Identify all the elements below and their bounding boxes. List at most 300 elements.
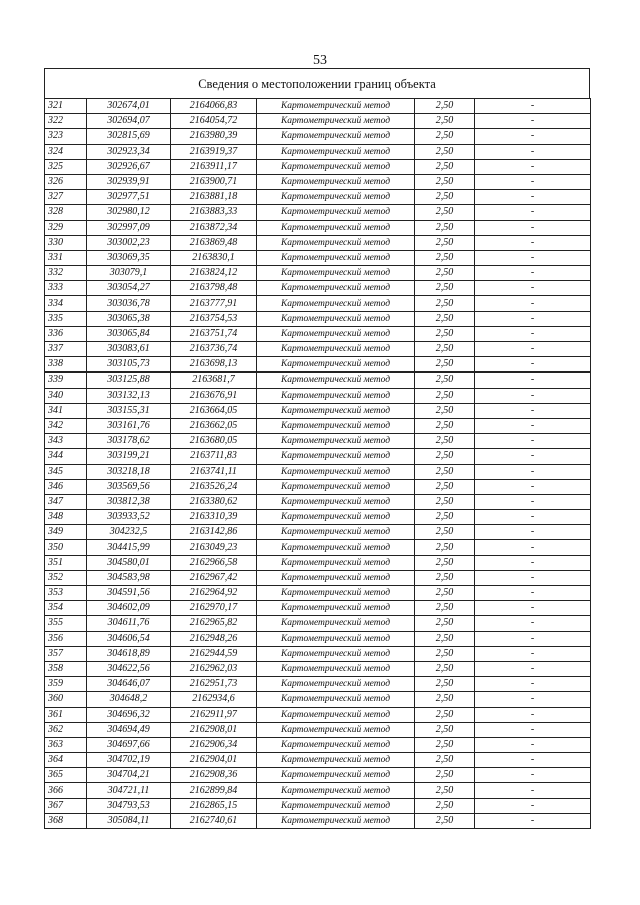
point-number-cell: 363 xyxy=(45,737,87,752)
table-row xyxy=(45,266,591,281)
table-row xyxy=(45,616,591,631)
point-number-cell: 341 xyxy=(45,403,87,418)
accuracy-cell: 2,50 xyxy=(415,266,475,281)
accuracy-cell: 2,50 xyxy=(415,296,475,311)
x-coordinate-cell: 302997,09 xyxy=(87,220,171,235)
x-coordinate-cell: 305084,11 xyxy=(87,813,171,828)
table-row xyxy=(45,646,591,661)
accuracy-cell: 2,50 xyxy=(415,768,475,783)
accuracy-cell: 2,50 xyxy=(415,114,475,129)
x-coordinate-cell: 303155,31 xyxy=(87,403,171,418)
table-row xyxy=(45,388,591,403)
accuracy-cell: 2,50 xyxy=(415,326,475,341)
method-cell: Картометрический метод xyxy=(257,388,415,403)
method-cell: Картометрический метод xyxy=(257,190,415,205)
y-coordinate-cell: 2162906,34 xyxy=(171,737,257,752)
note-cell: - xyxy=(475,357,591,373)
method-cell: Картометрический метод xyxy=(257,174,415,189)
note-cell: - xyxy=(475,722,591,737)
y-coordinate-cell: 2162948,26 xyxy=(171,631,257,646)
method-cell: Картометрический метод xyxy=(257,464,415,479)
x-coordinate-cell: 304648,2 xyxy=(87,692,171,707)
accuracy-cell: 2,50 xyxy=(415,540,475,555)
point-number-cell: 321 xyxy=(45,99,87,114)
note-cell: - xyxy=(475,661,591,676)
point-number-cell: 329 xyxy=(45,220,87,235)
y-coordinate-cell: 2162740,61 xyxy=(171,813,257,828)
accuracy-cell: 2,50 xyxy=(415,707,475,722)
y-coordinate-cell: 2163698,13 xyxy=(171,357,257,373)
point-number-cell: 354 xyxy=(45,601,87,616)
y-coordinate-cell: 2164066,83 xyxy=(171,99,257,114)
x-coordinate-cell: 304697,66 xyxy=(87,737,171,752)
note-cell: - xyxy=(475,798,591,813)
accuracy-cell: 2,50 xyxy=(415,281,475,296)
note-cell: - xyxy=(475,449,591,464)
method-cell: Картометрический метод xyxy=(257,813,415,828)
point-number-cell: 350 xyxy=(45,540,87,555)
point-number-cell: 325 xyxy=(45,159,87,174)
table-row xyxy=(45,235,591,250)
y-coordinate-cell: 2163754,53 xyxy=(171,311,257,326)
note-cell: - xyxy=(475,311,591,326)
accuracy-cell: 2,50 xyxy=(415,235,475,250)
table-row xyxy=(45,174,591,189)
y-coordinate-cell: 2163872,34 xyxy=(171,220,257,235)
note-cell: - xyxy=(475,631,591,646)
accuracy-cell: 2,50 xyxy=(415,616,475,631)
accuracy-cell: 2,50 xyxy=(415,661,475,676)
y-coordinate-cell: 2163711,83 xyxy=(171,449,257,464)
note-cell: - xyxy=(475,281,591,296)
point-number-cell: 326 xyxy=(45,174,87,189)
point-number-cell: 342 xyxy=(45,418,87,433)
method-cell: Картометрический метод xyxy=(257,616,415,631)
method-cell: Картометрический метод xyxy=(257,250,415,265)
method-cell: Картометрический метод xyxy=(257,646,415,661)
note-cell: - xyxy=(475,250,591,265)
method-cell: Картометрический метод xyxy=(257,479,415,494)
note-cell: - xyxy=(475,342,591,357)
accuracy-cell: 2,50 xyxy=(415,464,475,479)
y-coordinate-cell: 2163980,39 xyxy=(171,129,257,144)
point-number-cell: 344 xyxy=(45,449,87,464)
note-cell: - xyxy=(475,570,591,585)
table-row xyxy=(45,753,591,768)
y-coordinate-cell: 2163681,7 xyxy=(171,372,257,388)
method-cell: Картометрический метод xyxy=(257,722,415,737)
note-cell: - xyxy=(475,129,591,144)
method-cell: Картометрический метод xyxy=(257,601,415,616)
method-cell: Картометрический метод xyxy=(257,205,415,220)
note-cell: - xyxy=(475,601,591,616)
accuracy-cell: 2,50 xyxy=(415,205,475,220)
accuracy-cell: 2,50 xyxy=(415,99,475,114)
method-cell: Картометрический метод xyxy=(257,357,415,373)
table-row xyxy=(45,707,591,722)
note-cell: - xyxy=(475,372,591,388)
x-coordinate-cell: 303132,13 xyxy=(87,388,171,403)
method-cell: Картометрический метод xyxy=(257,540,415,555)
method-cell: Картометрический метод xyxy=(257,266,415,281)
y-coordinate-cell: 2163751,74 xyxy=(171,326,257,341)
accuracy-cell: 2,50 xyxy=(415,586,475,601)
note-cell: - xyxy=(475,205,591,220)
y-coordinate-cell: 2163900,71 xyxy=(171,174,257,189)
accuracy-cell: 2,50 xyxy=(415,311,475,326)
point-number-cell: 356 xyxy=(45,631,87,646)
y-coordinate-cell: 2163380,62 xyxy=(171,494,257,509)
accuracy-cell: 2,50 xyxy=(415,783,475,798)
note-cell: - xyxy=(475,220,591,235)
x-coordinate-cell: 304618,89 xyxy=(87,646,171,661)
point-number-cell: 357 xyxy=(45,646,87,661)
accuracy-cell: 2,50 xyxy=(415,692,475,707)
note-cell: - xyxy=(475,555,591,570)
table-row xyxy=(45,114,591,129)
note-cell: - xyxy=(475,464,591,479)
note-cell: - xyxy=(475,768,591,783)
point-number-cell: 347 xyxy=(45,494,87,509)
note-cell: - xyxy=(475,296,591,311)
note-cell: - xyxy=(475,707,591,722)
point-number-cell: 340 xyxy=(45,388,87,403)
point-number-cell: 336 xyxy=(45,326,87,341)
note-cell: - xyxy=(475,525,591,540)
x-coordinate-cell: 303161,76 xyxy=(87,418,171,433)
point-number-cell: 338 xyxy=(45,357,87,373)
x-coordinate-cell: 303036,78 xyxy=(87,296,171,311)
note-cell: - xyxy=(475,144,591,159)
note-cell: - xyxy=(475,266,591,281)
point-number-cell: 343 xyxy=(45,434,87,449)
x-coordinate-cell: 304704,21 xyxy=(87,768,171,783)
x-coordinate-cell: 303002,23 xyxy=(87,235,171,250)
method-cell: Картометрический метод xyxy=(257,692,415,707)
note-cell: - xyxy=(475,813,591,828)
method-cell: Картометрический метод xyxy=(257,661,415,676)
table-row xyxy=(45,220,591,235)
accuracy-cell: 2,50 xyxy=(415,129,475,144)
note-cell: - xyxy=(475,434,591,449)
accuracy-cell: 2,50 xyxy=(415,190,475,205)
point-number-cell: 324 xyxy=(45,144,87,159)
y-coordinate-cell: 2163664,05 xyxy=(171,403,257,418)
x-coordinate-cell: 304580,01 xyxy=(87,555,171,570)
note-cell: - xyxy=(475,388,591,403)
method-cell: Картометрический метод xyxy=(257,114,415,129)
method-cell: Картометрический метод xyxy=(257,434,415,449)
x-coordinate-cell: 302923,34 xyxy=(87,144,171,159)
y-coordinate-cell: 2163676,91 xyxy=(171,388,257,403)
note-cell: - xyxy=(475,190,591,205)
method-cell: Картометрический метод xyxy=(257,570,415,585)
accuracy-cell: 2,50 xyxy=(415,144,475,159)
point-number-cell: 365 xyxy=(45,768,87,783)
x-coordinate-cell: 304694,49 xyxy=(87,722,171,737)
point-number-cell: 331 xyxy=(45,250,87,265)
boundary-sheet xyxy=(44,68,590,829)
point-number-cell: 323 xyxy=(45,129,87,144)
table-row xyxy=(45,510,591,525)
accuracy-cell: 2,50 xyxy=(415,570,475,585)
point-number-cell: 358 xyxy=(45,661,87,676)
table-row xyxy=(45,722,591,737)
method-cell: Картометрический метод xyxy=(257,235,415,250)
method-cell: Картометрический метод xyxy=(257,768,415,783)
x-coordinate-cell: 302977,51 xyxy=(87,190,171,205)
table-row xyxy=(45,692,591,707)
method-cell: Картометрический метод xyxy=(257,372,415,388)
note-cell: - xyxy=(475,326,591,341)
accuracy-cell: 2,50 xyxy=(415,388,475,403)
x-coordinate-cell: 303178,62 xyxy=(87,434,171,449)
x-coordinate-cell: 304611,76 xyxy=(87,616,171,631)
table-row xyxy=(45,99,591,114)
y-coordinate-cell: 2162908,36 xyxy=(171,768,257,783)
table-row xyxy=(45,813,591,828)
note-cell: - xyxy=(475,692,591,707)
x-coordinate-cell: 303069,35 xyxy=(87,250,171,265)
method-cell: Картометрический метод xyxy=(257,494,415,509)
y-coordinate-cell: 2162908,01 xyxy=(171,722,257,737)
x-coordinate-cell: 303125,88 xyxy=(87,372,171,388)
y-coordinate-cell: 2162967,42 xyxy=(171,570,257,585)
point-number-cell: 330 xyxy=(45,235,87,250)
point-number-cell: 368 xyxy=(45,813,87,828)
x-coordinate-cell: 302694,07 xyxy=(87,114,171,129)
y-coordinate-cell: 2162966,58 xyxy=(171,555,257,570)
point-number-cell: 349 xyxy=(45,525,87,540)
point-number-cell: 362 xyxy=(45,722,87,737)
y-coordinate-cell: 2163869,48 xyxy=(171,235,257,250)
y-coordinate-cell: 2163680,05 xyxy=(171,434,257,449)
y-coordinate-cell: 2162934,6 xyxy=(171,692,257,707)
x-coordinate-cell: 304646,07 xyxy=(87,677,171,692)
table-row xyxy=(45,418,591,433)
method-cell: Картометрический метод xyxy=(257,707,415,722)
table-body xyxy=(45,99,591,829)
x-coordinate-cell: 302815,69 xyxy=(87,129,171,144)
y-coordinate-cell: 2163919,37 xyxy=(171,144,257,159)
x-coordinate-cell: 304583,98 xyxy=(87,570,171,585)
table-row xyxy=(45,403,591,418)
x-coordinate-cell: 304232,5 xyxy=(87,525,171,540)
method-cell: Картометрический метод xyxy=(257,737,415,752)
table-row xyxy=(45,434,591,449)
point-number-cell: 366 xyxy=(45,783,87,798)
note-cell: - xyxy=(475,753,591,768)
table-row xyxy=(45,296,591,311)
table-row xyxy=(45,677,591,692)
table-row xyxy=(45,798,591,813)
table-row xyxy=(45,326,591,341)
note-cell: - xyxy=(475,737,591,752)
accuracy-cell: 2,50 xyxy=(415,434,475,449)
x-coordinate-cell: 303105,73 xyxy=(87,357,171,373)
point-number-cell: 335 xyxy=(45,311,87,326)
method-cell: Картометрический метод xyxy=(257,525,415,540)
x-coordinate-cell: 304793,53 xyxy=(87,798,171,813)
table-row xyxy=(45,144,591,159)
accuracy-cell: 2,50 xyxy=(415,601,475,616)
point-number-cell: 345 xyxy=(45,464,87,479)
point-number-cell: 367 xyxy=(45,798,87,813)
x-coordinate-cell: 303569,56 xyxy=(87,479,171,494)
accuracy-cell: 2,50 xyxy=(415,722,475,737)
y-coordinate-cell: 2163310,39 xyxy=(171,510,257,525)
method-cell: Картометрический метод xyxy=(257,220,415,235)
table-row xyxy=(45,601,591,616)
table-row xyxy=(45,250,591,265)
table-row xyxy=(45,570,591,585)
table-row xyxy=(45,737,591,752)
x-coordinate-cell: 303199,21 xyxy=(87,449,171,464)
point-number-cell: 351 xyxy=(45,555,87,570)
x-coordinate-cell: 303083,61 xyxy=(87,342,171,357)
note-cell: - xyxy=(475,783,591,798)
table-row xyxy=(45,357,591,373)
table-row xyxy=(45,555,591,570)
accuracy-cell: 2,50 xyxy=(415,479,475,494)
accuracy-cell: 2,50 xyxy=(415,403,475,418)
table-row xyxy=(45,525,591,540)
note-cell: - xyxy=(475,479,591,494)
y-coordinate-cell: 2162865,15 xyxy=(171,798,257,813)
method-cell: Картометрический метод xyxy=(257,281,415,296)
point-number-cell: 364 xyxy=(45,753,87,768)
method-cell: Картометрический метод xyxy=(257,418,415,433)
note-cell: - xyxy=(475,586,591,601)
point-number-cell: 333 xyxy=(45,281,87,296)
y-coordinate-cell: 2162962,03 xyxy=(171,661,257,676)
note-cell: - xyxy=(475,510,591,525)
accuracy-cell: 2,50 xyxy=(415,449,475,464)
accuracy-cell: 2,50 xyxy=(415,555,475,570)
point-number-cell: 334 xyxy=(45,296,87,311)
x-coordinate-cell: 303218,18 xyxy=(87,464,171,479)
note-cell: - xyxy=(475,677,591,692)
note-cell: - xyxy=(475,99,591,114)
note-cell: - xyxy=(475,540,591,555)
point-number-cell: 359 xyxy=(45,677,87,692)
point-number-cell: 339 xyxy=(45,372,87,388)
point-number-cell: 322 xyxy=(45,114,87,129)
method-cell: Картометрический метод xyxy=(257,403,415,418)
method-cell: Картометрический метод xyxy=(257,296,415,311)
y-coordinate-cell: 2163142,86 xyxy=(171,525,257,540)
x-coordinate-cell: 304702,19 xyxy=(87,753,171,768)
accuracy-cell: 2,50 xyxy=(415,250,475,265)
y-coordinate-cell: 2163777,91 xyxy=(171,296,257,311)
y-coordinate-cell: 2162911,97 xyxy=(171,707,257,722)
method-cell: Картометрический метод xyxy=(257,510,415,525)
y-coordinate-cell: 2163911,17 xyxy=(171,159,257,174)
y-coordinate-cell: 2162964,92 xyxy=(171,586,257,601)
accuracy-cell: 2,50 xyxy=(415,220,475,235)
accuracy-cell: 2,50 xyxy=(415,753,475,768)
x-coordinate-cell: 304606,54 xyxy=(87,631,171,646)
accuracy-cell: 2,50 xyxy=(415,631,475,646)
section-title: Сведения о местоположении границ объекта xyxy=(44,68,590,98)
point-number-cell: 361 xyxy=(45,707,87,722)
method-cell: Картометрический метод xyxy=(257,99,415,114)
x-coordinate-cell: 302674,01 xyxy=(87,99,171,114)
method-cell: Картометрический метод xyxy=(257,342,415,357)
y-coordinate-cell: 2162944,59 xyxy=(171,646,257,661)
note-cell: - xyxy=(475,114,591,129)
accuracy-cell: 2,50 xyxy=(415,159,475,174)
accuracy-cell: 2,50 xyxy=(415,737,475,752)
method-cell: Картометрический метод xyxy=(257,449,415,464)
method-cell: Картометрический метод xyxy=(257,677,415,692)
note-cell: - xyxy=(475,235,591,250)
table-row xyxy=(45,494,591,509)
method-cell: Картометрический метод xyxy=(257,753,415,768)
x-coordinate-cell: 303812,38 xyxy=(87,494,171,509)
table-row xyxy=(45,540,591,555)
table-row xyxy=(45,464,591,479)
y-coordinate-cell: 2163824,12 xyxy=(171,266,257,281)
point-number-cell: 360 xyxy=(45,692,87,707)
y-coordinate-cell: 2163798,48 xyxy=(171,281,257,296)
note-cell: - xyxy=(475,616,591,631)
method-cell: Картометрический метод xyxy=(257,159,415,174)
accuracy-cell: 2,50 xyxy=(415,418,475,433)
table-row xyxy=(45,631,591,646)
y-coordinate-cell: 2162899,84 xyxy=(171,783,257,798)
accuracy-cell: 2,50 xyxy=(415,813,475,828)
table-row xyxy=(45,586,591,601)
table-row xyxy=(45,311,591,326)
y-coordinate-cell: 2163662,05 xyxy=(171,418,257,433)
table-row xyxy=(45,783,591,798)
y-coordinate-cell: 2162970,17 xyxy=(171,601,257,616)
x-coordinate-cell: 303065,84 xyxy=(87,326,171,341)
table-row xyxy=(45,129,591,144)
x-coordinate-cell: 303079,1 xyxy=(87,266,171,281)
y-coordinate-cell: 2163736,74 xyxy=(171,342,257,357)
accuracy-cell: 2,50 xyxy=(415,525,475,540)
note-cell: - xyxy=(475,159,591,174)
method-cell: Картометрический метод xyxy=(257,783,415,798)
x-coordinate-cell: 302939,91 xyxy=(87,174,171,189)
accuracy-cell: 2,50 xyxy=(415,372,475,388)
point-number-cell: 348 xyxy=(45,510,87,525)
y-coordinate-cell: 2163830,1 xyxy=(171,250,257,265)
point-number-cell: 352 xyxy=(45,570,87,585)
point-number-cell: 353 xyxy=(45,586,87,601)
y-coordinate-cell: 2163526,24 xyxy=(171,479,257,494)
y-coordinate-cell: 2163881,18 xyxy=(171,190,257,205)
y-coordinate-cell: 2163883,33 xyxy=(171,205,257,220)
x-coordinate-cell: 303933,52 xyxy=(87,510,171,525)
boundary-points-table xyxy=(44,98,591,829)
method-cell: Картометрический метод xyxy=(257,144,415,159)
note-cell: - xyxy=(475,646,591,661)
table-row xyxy=(45,768,591,783)
y-coordinate-cell: 2163049,23 xyxy=(171,540,257,555)
method-cell: Картометрический метод xyxy=(257,555,415,570)
x-coordinate-cell: 304602,09 xyxy=(87,601,171,616)
x-coordinate-cell: 303065,38 xyxy=(87,311,171,326)
table-row xyxy=(45,449,591,464)
point-number-cell: 355 xyxy=(45,616,87,631)
x-coordinate-cell: 304622,56 xyxy=(87,661,171,676)
note-cell: - xyxy=(475,494,591,509)
table-row xyxy=(45,205,591,220)
method-cell: Картометрический метод xyxy=(257,326,415,341)
